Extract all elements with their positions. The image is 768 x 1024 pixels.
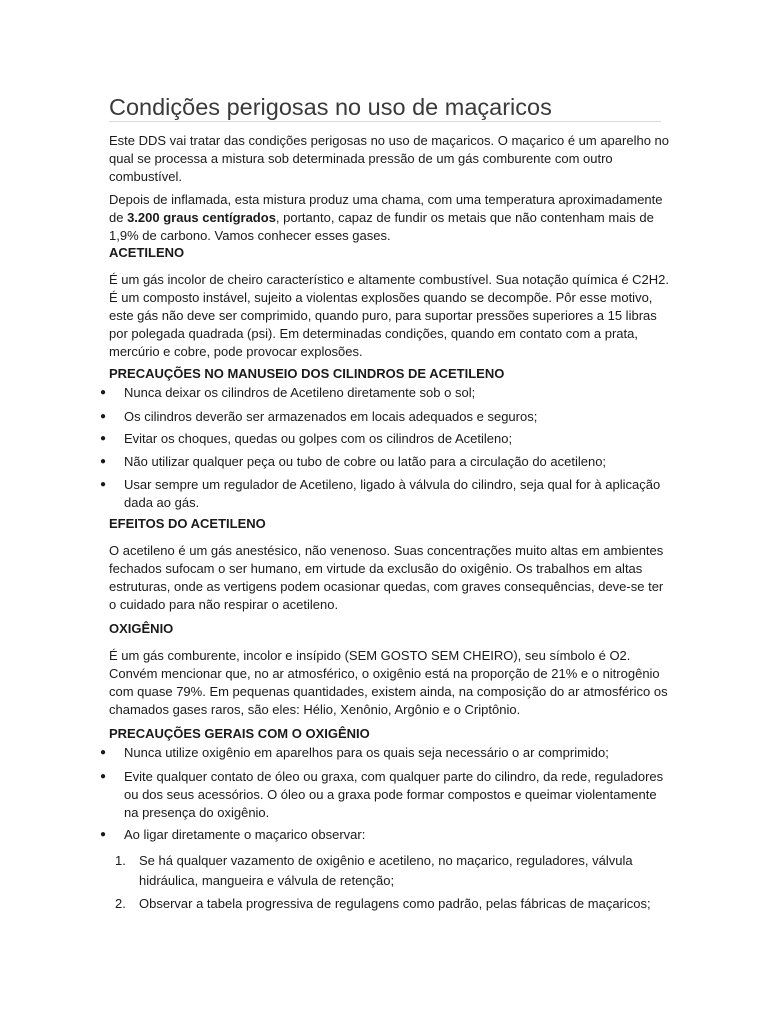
list-item [100,744,664,762]
list-item-text: Nunca deixar os cilindros de Acetileno diretamente sob o sol; [124,385,476,400]
bullet-icon: ● [100,771,107,782]
section-heading-precaucoes-acetileno: PRECAUÇÕES NO MANUSEIO DOS CILINDROS DE ACETILENO [109,366,505,381]
bullet-icon: ● [100,479,107,490]
section-heading-precaucoes-gerais: PRECAUÇÕES GERAIS COM O OXIGÊNIO [109,726,370,741]
acetileno-paragraph: É um gás incolor de cheiro característico e altamente combustível. Sua notação química é C2H2. É um composto instável, sujeito a violentas explosões quando se decompõe. Pôr esse motivo, este gás não deve ser comprimido, quando puro, para suportar pressões superiores a 15 libras por polegada quadrada (psi). Em determinadas condições, quando em contato com a prata, mercúrio e cobre, pode provocar explosões. [109,272,670,359]
mixture-text-end: , portanto, capaz de fundir os metais que não contenham mais de 1,9% de carbono. Vamos conhecer esses gases. [109,210,654,243]
list-item-text: Se há qualquer vazamento de oxigênio e acetileno, no maçarico, reguladores, válvula [139,853,633,868]
list-item-text: Observar a tabela progressiva de regulagens como padrão, pelas fábricas de maçaricos; [139,896,651,911]
list-item-text: Não utilizar qualquer peça ou tubo de cobre ou latão para a circulação do acetileno; [124,454,607,469]
section-heading-acetileno: ACETILENO [109,245,185,260]
list-number: 2. [115,896,126,911]
list-item-text-continued: hidráulica, mangueira e válvula de retenção; [139,873,395,888]
list-item [100,408,664,426]
list-item [115,851,669,891]
section-heading-oxigenio: OXIGÊNIO [109,621,174,636]
page-title: Condições perigosas no uso de maçaricos [109,94,552,120]
list-item [115,894,669,914]
list-number: 1. [115,853,126,868]
bullet-icon: ● [100,411,107,422]
mixture-text-start: Depois de inflamada, esta mistura produz uma chama, com uma temperatura aproximadamente de [109,192,663,225]
mixture-paragraph [109,191,669,245]
list-item [100,430,664,448]
bullet-icon: ● [100,747,107,758]
list-item [100,768,664,822]
intro-paragraph: Este DDS vai tratar das condições perigosas no uso de maçaricos. O maçarico é um aparelho no qual se processa a mistura sob determinada pressão de um gás comburente com outro combustível. [109,133,669,184]
list-item-text: Ao ligar diretamente o maçarico observar: [124,827,366,842]
bullet-icon: ● [100,387,107,398]
list-item [100,453,664,471]
bullet-icon: ● [100,456,107,467]
list-item-text: Os cilindros deverão ser armazenados em locais adequados e seguros; [124,409,538,424]
list-item [100,384,664,402]
list-item-text: Evite qualquer contato de óleo ou graxa, com qualquer parte do cilindro, da rede, reguladores ou dos seus acessórios. O óleo ou a graxa pode formar compostos e queimar violentamente na presença do oxigênio. [124,769,664,820]
efeitos-paragraph: O acetileno é um gás anestésico, não venenoso. Suas concentrações muito altas em ambientes fechados sufocam o ser humano, em virtude da exclusão do oxigênio. Os trabalhos em altas estruturas, onde as vertigens podem ocasionar quedas, com graves consequências, deve-se ter o cuidado para não respirar o acetileno. [109,543,664,612]
oxigenio-paragraph: É um gás comburente, incolor e insípido (SEM GOSTO SEM CHEIRO), seu símbolo é O2. Convém mencionar que, no ar atmosférico, o oxigênio está na proporção de 21% e o nitrogênio com quase 79%. Em pequenas quantidades, existem ainda, na composição do ar atmosférico os chamados gases raros, são eles: Hélio, Xenônio, Argônio e o Criptônio. [109,648,668,717]
title-divider [109,121,661,122]
list-item [100,826,664,844]
temperature-highlight: 3.200 graus centígrados [127,210,276,225]
list-item-text: Evitar os choques, quedas ou golpes com os cilindros de Acetileno; [124,431,513,446]
bullet-icon: ● [100,433,107,444]
list-item-text: Nunca utilize oxigênio em aparelhos para os quais seja necessário o ar comprimido; [124,745,609,760]
section-heading-efeitos: EFEITOS DO ACETILENO [109,516,266,531]
list-item [100,476,664,512]
list-item-text: Usar sempre um regulador de Acetileno, ligado à válvula do cilindro, seja qual for à aplicação dada ao gás. [124,477,661,510]
bullet-icon: ● [100,829,107,840]
